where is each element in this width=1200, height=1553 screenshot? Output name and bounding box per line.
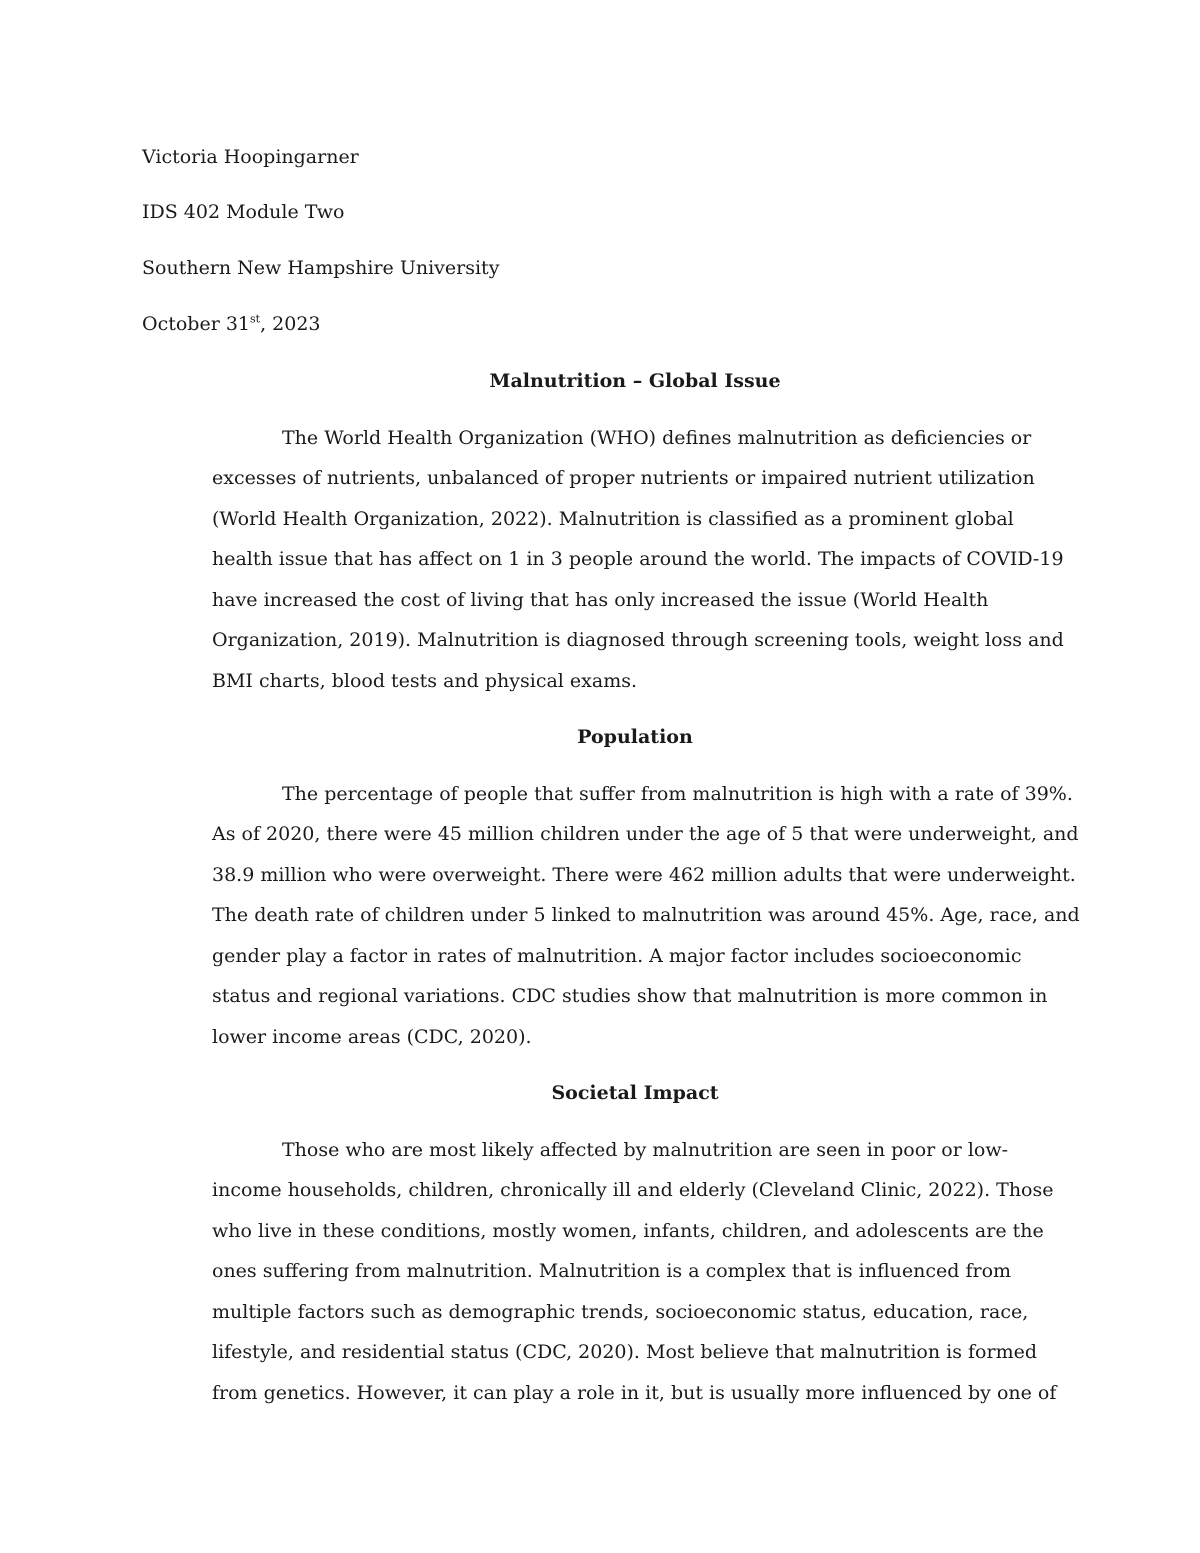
document-title: Malnutrition – Global Issue (489, 370, 781, 392)
intro-line: have increased the cost of living that has only increased the issue (World Health (212, 589, 989, 611)
date-prefix: October 31 (142, 313, 250, 335)
population-line: lower income areas (CDC, 2020). (212, 1026, 532, 1048)
submission-date (142, 312, 321, 336)
intro-line: health issue that has affect on 1 in 3 people around the world. The impacts of COVID-19 (212, 548, 1064, 570)
population-line: As of 2020, there were 45 million children under the age of 5 that were underweight, and (212, 823, 1079, 845)
societal-line: ones suffering from malnutrition. Malnutrition is a complex that is influenced from (212, 1260, 1012, 1282)
intro-line: excesses of nutrients, unbalanced of proper nutrients or impaired nutrient utilization (212, 467, 1035, 489)
population-line: The percentage of people that suffer from malnutrition is high with a rate of 39%. (282, 783, 1073, 805)
societal-line: who live in these conditions, mostly women, infants, children, and adolescents are the (212, 1220, 1044, 1242)
course-name: IDS 402 Module Two (142, 201, 345, 223)
societal-line: from genetics. However, it can play a role in it, but is usually more influenced by one of (212, 1382, 1057, 1404)
population-line: status and regional variations. CDC studies show that malnutrition is more common in (212, 985, 1048, 1007)
intro-line: BMI charts, blood tests and physical exams. (212, 670, 637, 692)
societal-line: multiple factors such as demographic trends, socioeconomic status, education, race, (212, 1301, 1029, 1323)
date-suffix: , 2023 (260, 313, 321, 335)
school-name: Southern New Hampshire University (142, 257, 500, 279)
population-heading: Population (577, 726, 693, 748)
date-ordinal: st (250, 312, 261, 326)
intro-line: Organization, 2019). Malnutrition is diagnosed through screening tools, weight loss and (212, 629, 1064, 651)
intro-line: (World Health Organization, 2022). Malnutrition is classified as a prominent global (212, 508, 1014, 530)
population-line: gender play a factor in rates of malnutrition. A major factor includes socioeconomic (212, 945, 1022, 967)
population-line: 38.9 million who were overweight. There were 462 million adults that were underweight. (212, 864, 1076, 886)
societal-line: Those who are most likely affected by malnutrition are seen in poor or low- (282, 1139, 1009, 1161)
societal-line: lifestyle, and residential status (CDC, 2020). Most believe that malnutrition is formed (212, 1341, 1037, 1363)
intro-line: The World Health Organization (WHO) defines malnutrition as deficiencies or (282, 427, 1032, 449)
societal-impact-heading: Societal Impact (551, 1082, 719, 1104)
population-line: The death rate of children under 5 linked to malnutrition was around 45%. Age, race, and (212, 904, 1080, 926)
author-name: Victoria Hoopingarner (142, 146, 359, 168)
societal-line: income households, children, chronically ill and elderly (Cleveland Clinic, 2022). Those (212, 1179, 1054, 1201)
